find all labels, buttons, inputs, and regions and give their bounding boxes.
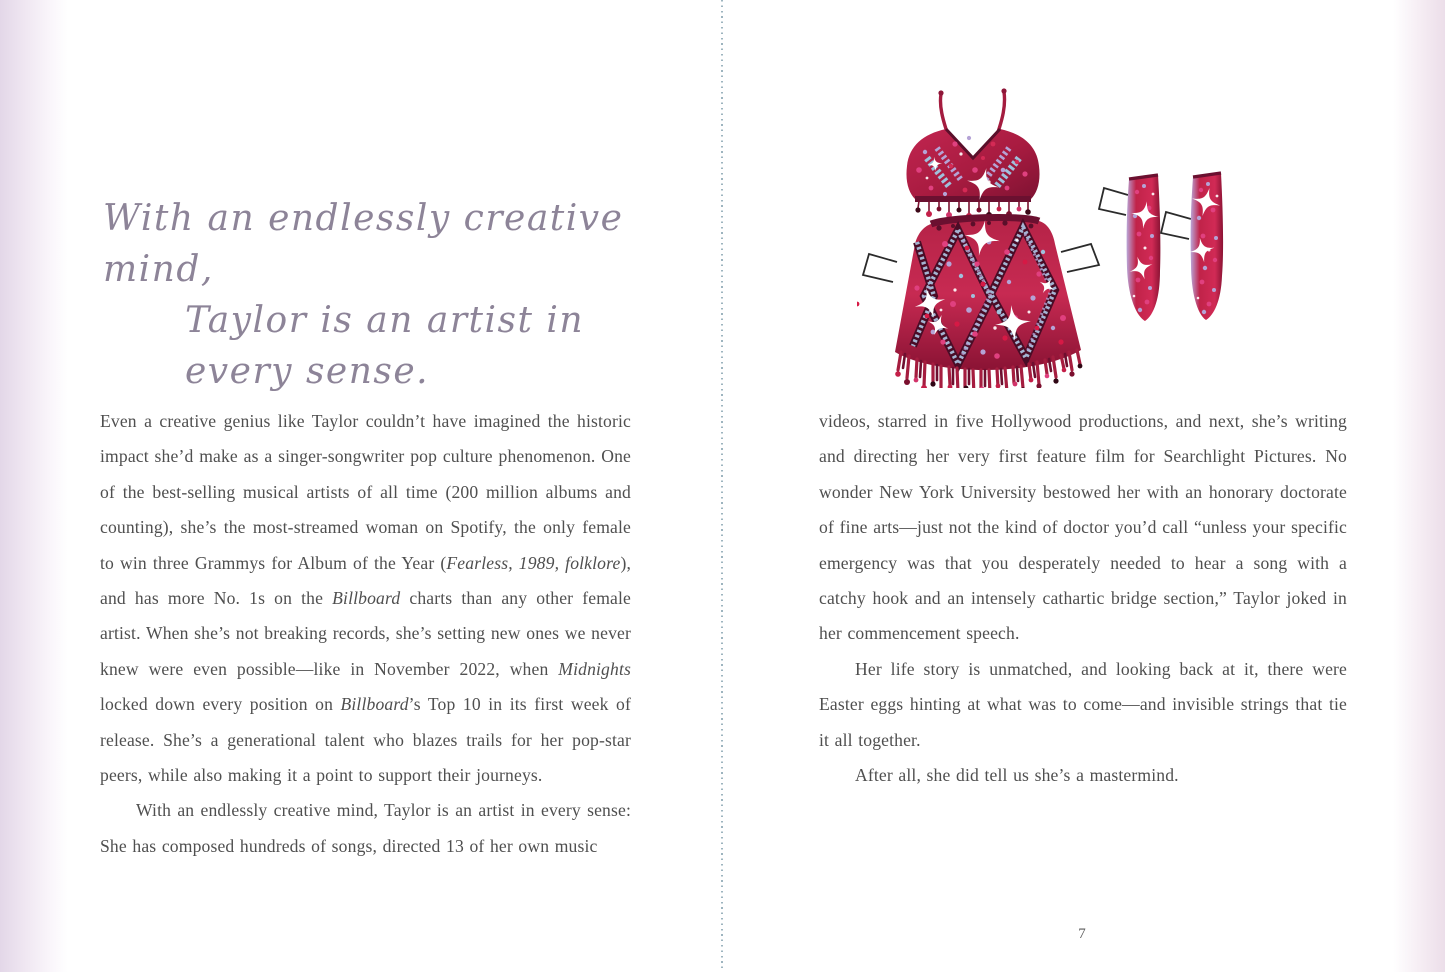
left-page-edge-gradient <box>0 0 68 972</box>
left-paragraph-2: With an endlessly creative mind, Taylor is an artist in every sense: She has composed hundreds of songs, directed 13 of her own music <box>100 800 631 856</box>
page-number: 7 <box>1078 926 1086 942</box>
right-page-body-text <box>819 404 1347 793</box>
paper-doll-tab-left-boot <box>1099 188 1128 215</box>
sequin-bra-top <box>906 88 1039 219</box>
sequin-skirt <box>857 217 1099 388</box>
left-page-body-text <box>100 404 631 864</box>
right-paragraph-1: videos, starred in five Hollywood productions, and next, she’s writing and directing her very first feature film for Searchlight Pictures. No wonder New York University bestowed her with an honorary doctorate of fine arts—just not the kind of doctor you’d call “unless your specific emergency was that you desperately needed to hear a song with a catchy hook and an intensely cathartic bridge section,” Taylor joked in her commencement speech. <box>819 411 1347 644</box>
script-heading-line2: Taylor is an artist in every sense. <box>185 300 585 392</box>
script-heading <box>103 193 703 397</box>
paper-doll-tab-right <box>1061 244 1099 272</box>
left-paragraph-1: Even a creative genius like Taylor couldn’t have imagined the historic impact she’d make as a singer-songwriter pop culture phenomenon. One of the best-selling musical artists of all time (200 million albums and counting), she’s the most-streamed woman on Spotify, the only female to win three Grammys for Album of the Year (Fearless, 1989, folklore), and has more No. 1s on the Billboard charts than any other female artist. When she’s not breaking records, she’s setting new ones we never knew were even possible—like in November 2022, when Midnights locked down every position on Billboard’s Top 10 in its first week of release. She’s a generational talent who blazes trails for her pop-star peers, while also making it a point to support their journeys. <box>100 411 631 786</box>
right-paragraph-2: Her life story is unmatched, and looking back at it, there were Easter eggs hinting at what was to come—and invisible strings that tie it all together. <box>819 658 1347 750</box>
outfit-illustration <box>857 66 1249 388</box>
script-heading-line1: With an endlessly creative mind, <box>103 198 624 290</box>
paper-doll-tab-left <box>863 254 897 282</box>
right-boot <box>1161 173 1223 320</box>
paper-doll-tab-right-boot <box>1161 212 1191 239</box>
page-gutter-dotted-line <box>721 0 723 972</box>
right-paragraph-3: After all, she did tell us she’s a mastermind. <box>855 765 1179 786</box>
left-boot <box>1099 175 1161 321</box>
right-page-edge-gradient <box>1393 0 1445 972</box>
